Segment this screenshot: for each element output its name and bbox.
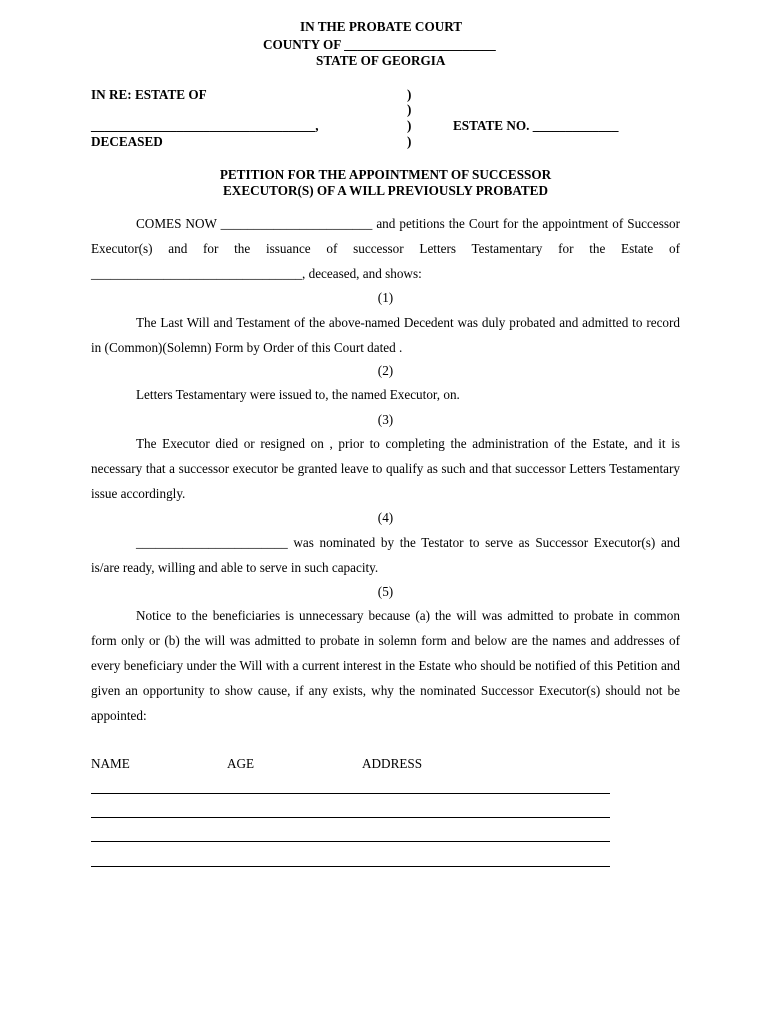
intro-paragraph: COMES NOW _______________________ and petitions the Court for the appointment of Successor Executor(s) and for the issuance of successor Letters Testamentary for the Estate of ________________________________, deceased, and shows: <box>91 216 680 281</box>
section-text-3: The Executor died or resigned on , prior to completing the administration of the Estate, and it is necessary that a successor executor be granted leave to qualify as such and that successor Letters Testamentary issue accordingly. <box>91 436 680 501</box>
state-heading: STATE OF GEORGIA <box>316 53 446 68</box>
in-re-label: IN RE: ESTATE OF <box>91 87 207 102</box>
beneficiary-line <box>91 793 610 794</box>
decedent-name-line: __________________________________, <box>91 118 319 133</box>
section-number-5: (5) <box>377 584 394 599</box>
section-number-1: (1) <box>377 290 394 305</box>
address-column-header: ADDRESS <box>362 756 423 771</box>
petition-title-line-2: EXECUTOR(S) OF A WILL PREVIOUSLY PROBATED <box>223 183 548 198</box>
section-text-2: Letters Testamentary were issued to, the named Executor, on. <box>136 387 460 402</box>
county-heading: COUNTY OF _______________________ <box>263 37 496 52</box>
section-number-4: (4) <box>377 510 394 525</box>
section-text-4: _______________________ was nominated by the Testator to serve as Successor Executor(s) and is/are ready, willing and able to serve in such capacity. <box>91 535 680 575</box>
estate-number-field: ESTATE NO. _____________ <box>453 118 619 133</box>
caption-paren: ) <box>407 102 412 117</box>
name-column-header: NAME <box>91 756 130 771</box>
caption-paren: ) <box>407 134 412 149</box>
age-column-header: AGE <box>227 756 255 771</box>
deceased-label: DECEASED <box>91 134 163 149</box>
section-number-3: (3) <box>377 412 394 427</box>
section-number-2: (2) <box>377 363 394 378</box>
court-heading: IN THE PROBATE COURT <box>300 19 463 34</box>
beneficiary-line <box>91 817 610 818</box>
caption-paren: ) <box>407 87 412 102</box>
beneficiary-line <box>91 866 610 867</box>
section-text-1: The Last Will and Testament of the above-named Decedent was duly probated and admitted to record in (Common)(Solemn) Form by Order of this Court dated . <box>91 315 680 355</box>
caption-paren: ) <box>407 118 412 133</box>
section-text-5: Notice to the beneficiaries is unnecessary because (a) the will was admitted to probate in common form only or (b) the will was admitted to probate in solemn form and below are the names and addresses of every beneficiary under the Will with a current interest in the Estate who should be notified of this Petition and given an opportunity to show cause, if any exists, why the nominated Successor Executor(s) should not be appointed: <box>91 608 680 723</box>
petition-title-line-1: PETITION FOR THE APPOINTMENT OF SUCCESSOR <box>219 167 552 182</box>
beneficiary-line <box>91 841 610 842</box>
